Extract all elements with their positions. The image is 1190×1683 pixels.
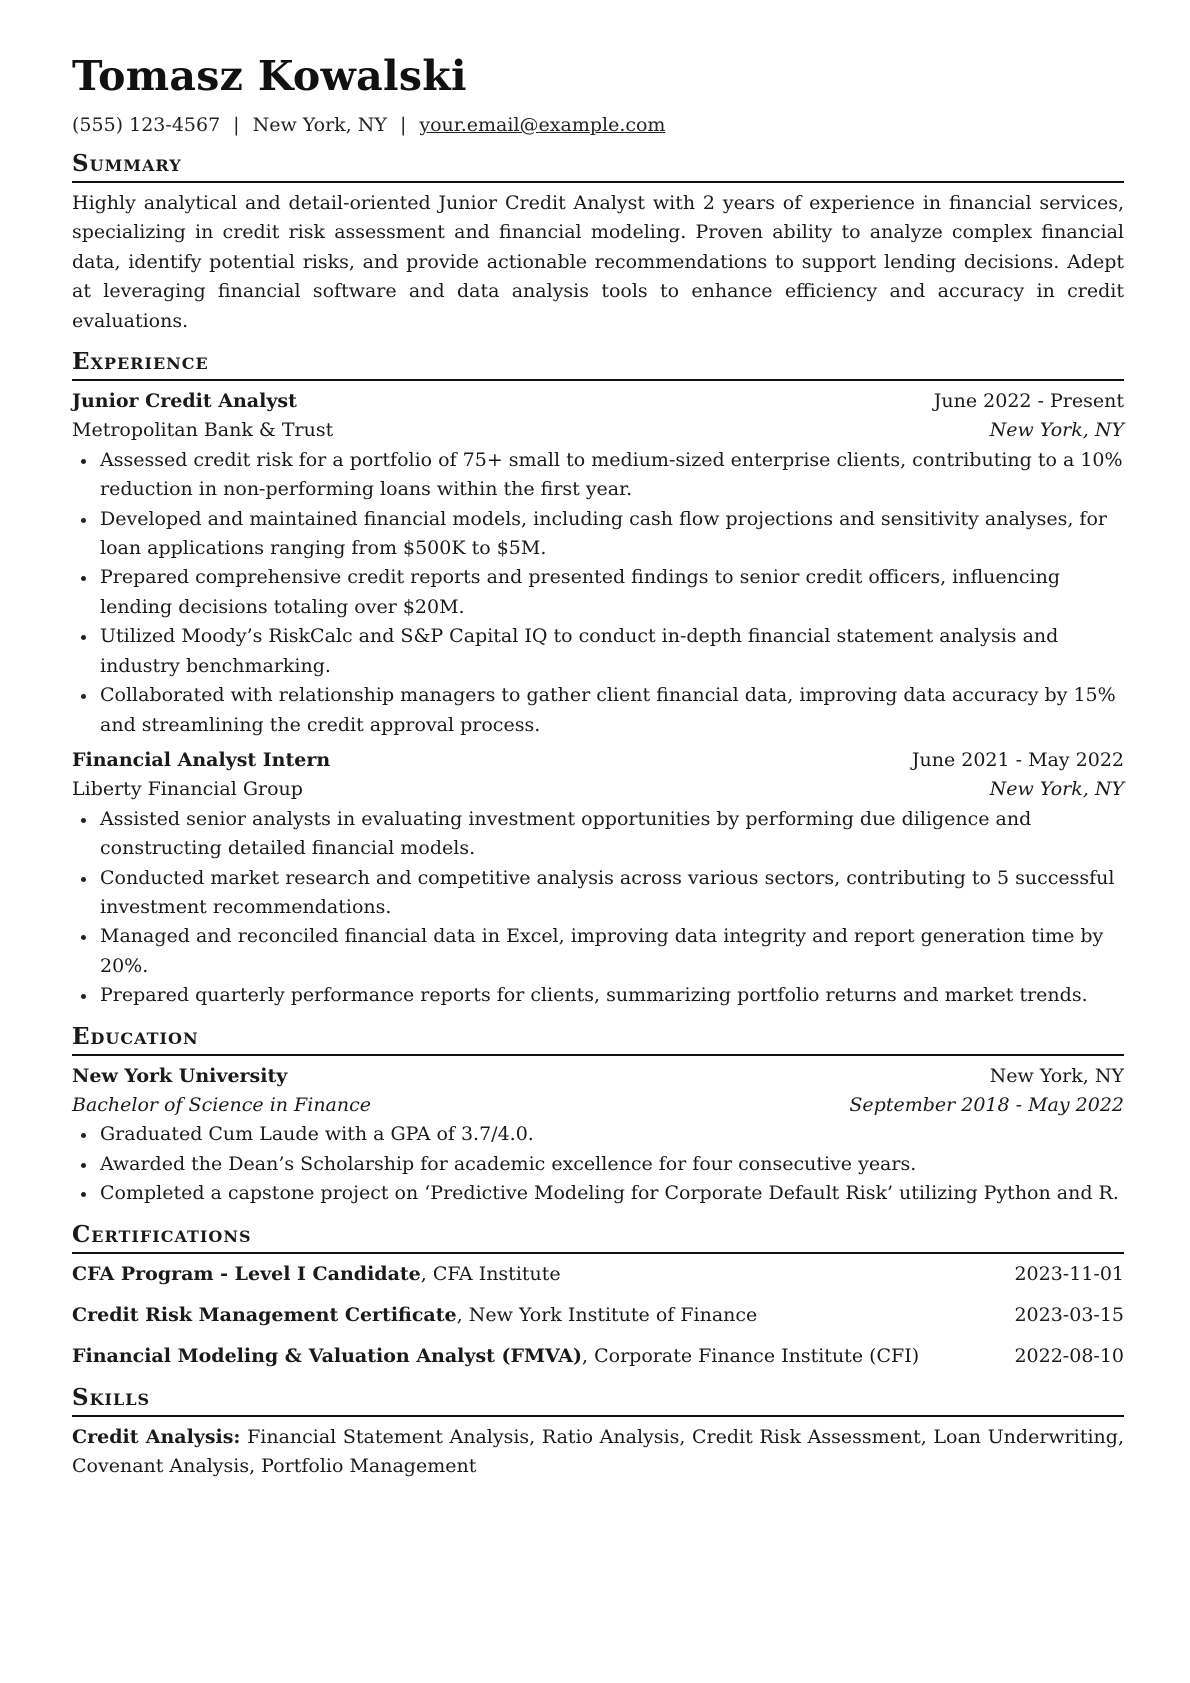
certification-issuer: , CFA Institute bbox=[420, 1262, 561, 1285]
list-item: Prepared comprehensive credit reports and presented findings to senior credit officers, influencing lending decisions totaling over $20M. bbox=[72, 563, 1124, 622]
degree: Bachelor of Science in Finance bbox=[72, 1093, 371, 1116]
contact-separator: | bbox=[233, 114, 240, 136]
school-name: New York University bbox=[72, 1064, 288, 1087]
list-item: Utilized Moody’s RiskCalc and S&P Capital IQ to conduct in-depth financial statement analysis and industry benchmarking. bbox=[72, 622, 1124, 681]
job-dates: June 2022 - Present bbox=[933, 390, 1124, 413]
education-bullets bbox=[72, 1120, 1124, 1208]
education-dates: September 2018 - May 2022 bbox=[849, 1093, 1124, 1116]
job-entry bbox=[72, 387, 1124, 740]
certification-date: 2023-03-15 bbox=[1014, 1304, 1124, 1326]
job-title: Financial Analyst Intern bbox=[72, 748, 331, 771]
company-name: Liberty Financial Group bbox=[72, 778, 303, 801]
list-item: Managed and reconciled financial data in Excel, improving data integrity and report generation time by 20%. bbox=[72, 922, 1124, 981]
summary-text: Highly analytical and detail-oriented Junior Credit Analyst with 2 years of experience in financial services, specializing in credit risk assessment and financial modeling. Proven ability to analyze complex financial data, identify potential risks, and provide actionable recommendations to support lending decisions. Adept at leveraging financial software and data analysis tools to enhance efficiency and accuracy in credit evaluations. bbox=[72, 192, 1124, 332]
section-title-skills: Skills bbox=[72, 1384, 1124, 1417]
job-bullets bbox=[72, 446, 1124, 740]
certification-issuer: , New York Institute of Finance bbox=[456, 1304, 758, 1326]
certification-name: CFA Program - Level I Candidate bbox=[72, 1262, 421, 1285]
summary-section bbox=[72, 150, 1124, 336]
contact-line bbox=[72, 112, 1124, 138]
job-entry bbox=[72, 746, 1124, 1011]
certification-date: 2023-11-01 bbox=[1014, 1262, 1124, 1285]
phone-number: (555) 123-4567 bbox=[72, 114, 221, 136]
skills-section bbox=[72, 1384, 1124, 1482]
certifications-section bbox=[72, 1221, 1124, 1372]
certification-row bbox=[72, 1342, 1124, 1371]
job-bullets bbox=[72, 805, 1124, 1011]
resume-page bbox=[72, 52, 1124, 1482]
job-location: New York, NY bbox=[989, 419, 1124, 442]
job-title: Junior Credit Analyst bbox=[72, 390, 297, 413]
experience-section bbox=[72, 348, 1124, 1011]
certification-row bbox=[72, 1301, 1124, 1330]
email-link[interactable]: your.email@example.com bbox=[419, 114, 666, 136]
skills-list: Financial Statement Analysis, Ratio Analysis, Credit Risk Assessment, Loan Underwriting, Covenant Analysis, Portfolio Management bbox=[72, 1425, 1124, 1478]
skills-label: Credit Analysis: bbox=[72, 1425, 241, 1448]
list-item: Conducted market research and competitive analysis across various sectors, contributing to 5 successful investment recommendations. bbox=[72, 864, 1124, 923]
certification-name: Credit Risk Management Certificate bbox=[72, 1304, 457, 1326]
school-location: New York, NY bbox=[989, 1064, 1124, 1087]
job-dates: June 2021 - May 2022 bbox=[911, 748, 1124, 771]
list-item: Developed and maintained financial models, including cash flow projections and sensitivity analyses, for loan applications ranging from $500K to $5M. bbox=[72, 505, 1124, 564]
education-section bbox=[72, 1023, 1124, 1209]
section-title-summary: Summary bbox=[72, 150, 1124, 183]
skills-line bbox=[72, 1423, 1124, 1482]
list-item: Graduated Cum Laude with a GPA of 3.7/4.0. bbox=[72, 1120, 1124, 1149]
candidate-name: Tomasz Kowalski bbox=[72, 52, 467, 100]
contact-separator: | bbox=[399, 114, 407, 136]
certification-name: Financial Modeling & Valuation Analyst (FMVA) bbox=[72, 1345, 583, 1368]
list-item: Prepared quarterly performance reports for clients, summarizing portfolio returns and market trends. bbox=[72, 981, 1124, 1010]
list-item: Collaborated with relationship managers to gather client financial data, improving data accuracy by 15% and streamlining the credit approval process. bbox=[72, 681, 1124, 740]
certification-date: 2022-08-10 bbox=[1014, 1345, 1124, 1368]
list-item: Assessed credit risk for a portfolio of 75+ small to medium-sized enterprise clients, contributing to a 10% reduction in non-performing loans within the first year. bbox=[72, 446, 1124, 505]
section-title-experience: Experience bbox=[72, 348, 1124, 381]
company-name: Metropolitan Bank & Trust bbox=[72, 419, 334, 442]
certification-issuer: , Corporate Finance Institute (CFI) bbox=[582, 1345, 920, 1368]
section-title-education: Education bbox=[72, 1023, 1124, 1056]
certification-row bbox=[72, 1260, 1124, 1289]
list-item: Assisted senior analysts in evaluating investment opportunities by performing due diligence and constructing detailed financial models. bbox=[72, 805, 1124, 864]
list-item: Awarded the Dean’s Scholarship for academic excellence for four consecutive years. bbox=[72, 1150, 1124, 1179]
job-location: New York, NY bbox=[989, 778, 1124, 801]
location: New York, NY bbox=[252, 114, 387, 136]
list-item: Completed a capstone project on ‘Predictive Modeling for Corporate Default Risk’ utilizing Python and R. bbox=[72, 1179, 1124, 1208]
section-title-certifications: Certifications bbox=[72, 1221, 1124, 1254]
